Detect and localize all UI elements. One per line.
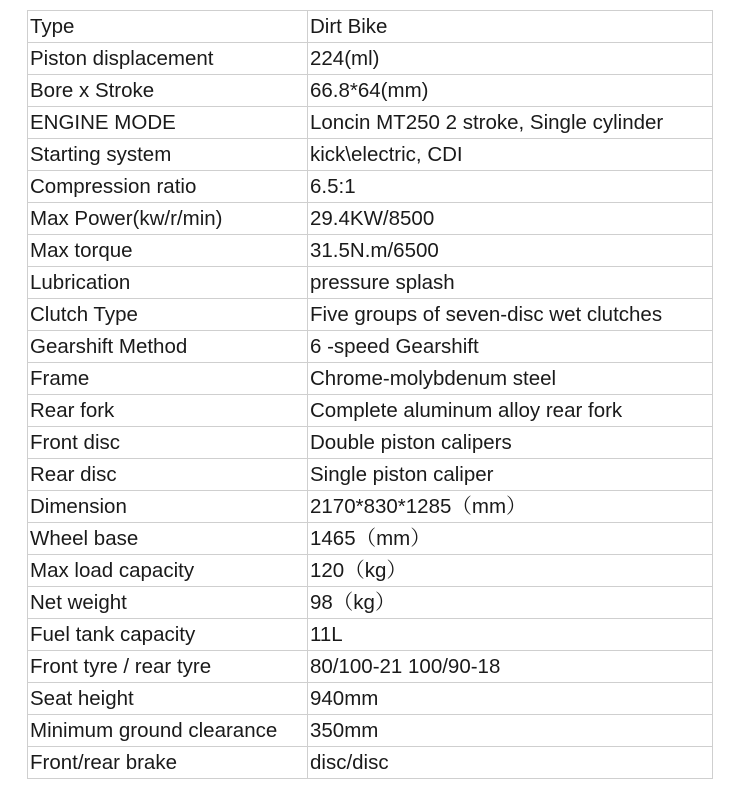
table-row <box>28 299 713 331</box>
spec-label: Clutch Type <box>28 299 308 331</box>
spec-label: Seat height <box>28 683 308 715</box>
table-row <box>28 587 713 619</box>
spec-label: Front tyre / rear tyre <box>28 651 308 683</box>
spec-label: Max load capacity <box>28 555 308 587</box>
spec-value: 6 -speed Gearshift <box>308 331 713 363</box>
spec-value: 940mm <box>308 683 713 715</box>
spec-label: Max Power(kw/r/min) <box>28 203 308 235</box>
table-row <box>28 555 713 587</box>
spec-value: 1465（mm） <box>308 523 713 555</box>
spec-label: Frame <box>28 363 308 395</box>
spec-value: 120（kg） <box>308 555 713 587</box>
spec-label: Compression ratio <box>28 171 308 203</box>
spec-label: Rear fork <box>28 395 308 427</box>
spec-label: Gearshift Method <box>28 331 308 363</box>
table-row <box>28 107 713 139</box>
spec-label: Piston displacement <box>28 43 308 75</box>
spec-label: Fuel tank capacity <box>28 619 308 651</box>
table-row <box>28 203 713 235</box>
spec-value: Loncin MT250 2 stroke, Single cylinder <box>308 107 713 139</box>
spec-label: Dimension <box>28 491 308 523</box>
table-row <box>28 171 713 203</box>
spec-value: 6.5:1 <box>308 171 713 203</box>
table-row <box>28 395 713 427</box>
spec-value: 350mm <box>308 715 713 747</box>
spec-table <box>27 10 713 779</box>
spec-value: 98（kg） <box>308 587 713 619</box>
table-row <box>28 747 713 779</box>
spec-value: 224(ml) <box>308 43 713 75</box>
table-row <box>28 491 713 523</box>
spec-value: Double piston calipers <box>308 427 713 459</box>
spec-label: Front disc <box>28 427 308 459</box>
spec-label: Lubrication <box>28 267 308 299</box>
table-row <box>28 235 713 267</box>
table-row <box>28 523 713 555</box>
table-row <box>28 459 713 491</box>
spec-label: Bore x Stroke <box>28 75 308 107</box>
spec-value: 31.5N.m/6500 <box>308 235 713 267</box>
spec-value: Dirt Bike <box>308 11 713 43</box>
table-row <box>28 331 713 363</box>
spec-value: Chrome-molybdenum steel <box>308 363 713 395</box>
table-row <box>28 715 713 747</box>
table-row <box>28 427 713 459</box>
table-row <box>28 683 713 715</box>
spec-label: Front/rear brake <box>28 747 308 779</box>
table-row <box>28 43 713 75</box>
table-row <box>28 619 713 651</box>
table-row <box>28 363 713 395</box>
spec-label: Net weight <box>28 587 308 619</box>
table-row <box>28 267 713 299</box>
spec-label: Max torque <box>28 235 308 267</box>
spec-label: Rear disc <box>28 459 308 491</box>
spec-value: 66.8*64(mm) <box>308 75 713 107</box>
spec-value: Five groups of seven-disc wet clutches <box>308 299 713 331</box>
spec-value: kick\electric, CDI <box>308 139 713 171</box>
table-row <box>28 651 713 683</box>
spec-label: Type <box>28 11 308 43</box>
table-row <box>28 75 713 107</box>
spec-value: 11L <box>308 619 713 651</box>
spec-value: Single piston caliper <box>308 459 713 491</box>
spec-label: Starting system <box>28 139 308 171</box>
spec-value: 29.4KW/8500 <box>308 203 713 235</box>
spec-value: 80/100-21 100/90-18 <box>308 651 713 683</box>
spec-value: disc/disc <box>308 747 713 779</box>
spec-value: pressure splash <box>308 267 713 299</box>
spec-label: Minimum ground clearance <box>28 715 308 747</box>
table-row <box>28 11 713 43</box>
table-row <box>28 139 713 171</box>
spec-value: Complete aluminum alloy rear fork <box>308 395 713 427</box>
spec-value: 2170*830*1285（mm） <box>308 491 713 523</box>
spec-label: Wheel base <box>28 523 308 555</box>
spec-label: ENGINE MODE <box>28 107 308 139</box>
